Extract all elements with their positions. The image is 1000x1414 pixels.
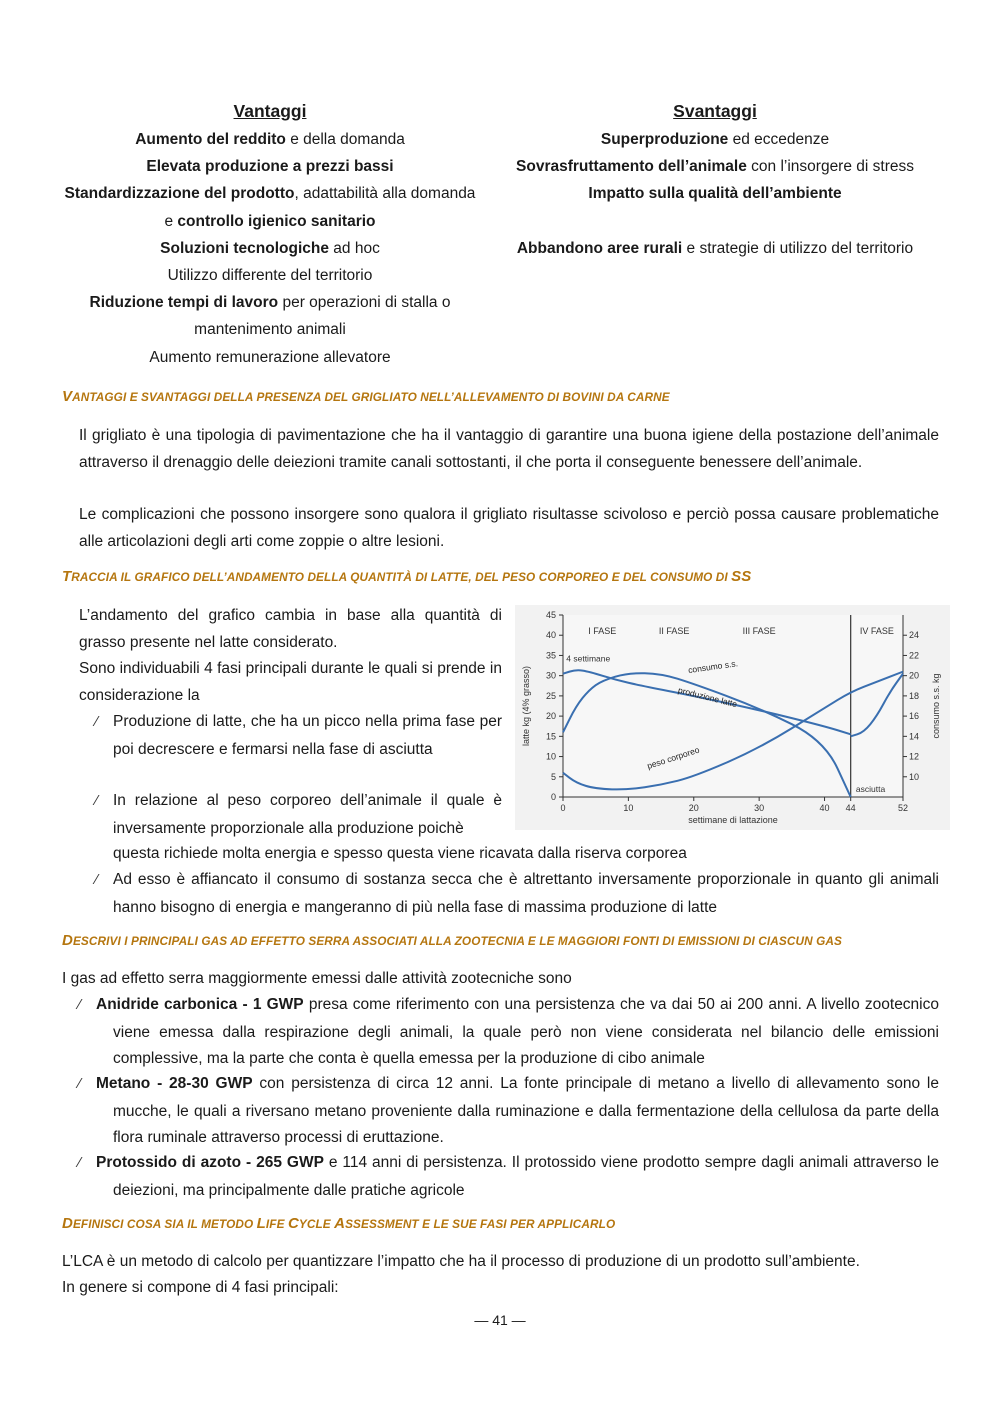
paragraph-grafico-2: Sono individuabili 4 fasi principali durante le quali si prende in considerazione la — [79, 660, 502, 704]
phase-label: III FASE — [742, 626, 776, 637]
x-tick-label: 52 — [897, 803, 909, 813]
y2-tick-label: 18 — [909, 690, 920, 701]
x-tick-label: 10 — [623, 803, 634, 813]
dis-row: Sovrasfruttamento dell’animale con l’insorgere di stress — [516, 158, 914, 176]
adv-row: Elevata produzione a prezzi bassi — [146, 158, 394, 176]
paragraph-lca-1: L’LCA è un metodo di calcolo per quantizzare l’impatto che ha il processo di produzione di un prodotto sull’ambiente. — [62, 1253, 860, 1270]
annotation-4-settimane: 4 settimane — [566, 653, 611, 664]
x-tick-label: 44 — [845, 803, 856, 813]
dis-row: Superproduzione ed eccedenze — [600, 131, 830, 148]
y2-tick-label: 22 — [909, 650, 920, 661]
series-label: produzione latte — [677, 684, 739, 710]
paragraph-gas-intro: I gas ad effetto serra maggiormente emessi dalle attività zootecniche sono — [62, 970, 572, 987]
bullet-peso-corporeo-cont: questa richiede molta energia e spesso questa viene ricavata dalla riserva corporea — [113, 845, 687, 862]
y-tick-label: 45 — [545, 610, 556, 620]
y-tick-label: 0 — [550, 792, 556, 802]
phase-label: II FASE — [658, 626, 690, 637]
row-spacer — [485, 208, 945, 235]
bullet-peso-corporeo: ⁄ In relazione al peso corporeo dell’animale il quale è inversamente proporzionale alla produzione poichè — [113, 788, 502, 842]
y-tick-label: 20 — [545, 711, 556, 722]
annotation-asciutta: asciutta — [855, 784, 886, 795]
y2-tick-label: 24 — [909, 630, 920, 641]
arrow-bullet-icon: ⁄ — [95, 794, 98, 809]
bullet-produzione-latte: ⁄ Produzione di latte, che ha un picco nella prima fase per poi decrescere e fermarsi nella fase di asciutta — [113, 709, 502, 763]
y-tick-label: 25 — [545, 690, 556, 701]
arrow-bullet-icon: ⁄ — [95, 873, 98, 888]
disadvantages-title: Svantaggi — [673, 101, 757, 121]
series-label: peso corporeo — [645, 744, 701, 771]
bullet-metano: ⁄ Metano - 28-30 GWP con persistenza di circa 12 anni. La fonte principale di metano a livello di allevamento sono le mucche, le quali a riversano metano proveniente dalla ruminazione e dalla fermentazione della cellulosa da parte della flora ruminale attraverso processi di eruttazione. — [113, 1071, 939, 1152]
adv-row: e controllo igienico sanitario — [164, 212, 376, 230]
paragraph-grafico-1: L’andamento del grafico cambia in base alla quantità di grasso presente nel latte considerato. — [79, 607, 502, 651]
dis-row: Abbandono aree rurali e strategie di utilizzo del territorio — [516, 239, 914, 257]
y-tick-label: 15 — [545, 731, 556, 742]
section-heading-gas: DESCRIVI I PRINCIPALI GAS AD EFFETTO SERRA ASSOCIATI ALLA ZOOTECNIA E LE MAGGIORI FONTI DI EMISSIONI DI CIASCUN GAS — [62, 932, 842, 949]
advantages-column — [55, 98, 485, 371]
paragraph-grigliato-2: Le complicazioni che possono insorgere sono qualora il grigliato risultasse scivoloso e perciò possa causare problematiche alle articolazioni degli arti come zoppie o altre lesioni. — [79, 506, 939, 550]
dis-row: Impatto sulla qualità dell’ambiente — [588, 185, 842, 203]
arrow-bullet-icon: ⁄ — [78, 998, 81, 1013]
paragraph-lca-2: In genere si compone di 4 fasi principali: — [62, 1279, 339, 1296]
x-tick-label: 0 — [560, 803, 566, 813]
series-label: consumo s.s. — [687, 658, 739, 676]
arrow-bullet-icon: ⁄ — [95, 715, 98, 730]
page-number: — 41 — — [474, 1312, 526, 1328]
section-heading-grafico: TRACCIA IL GRAFICO DELL’ANDAMENTO DELLA QUANTITÀ DI LATTE, DEL PESO CORPOREO E DEL CONSUMO DI SS — [62, 568, 752, 585]
section-heading-lca: DEFINISCI COSA SIA IL METODO LIFE CYCLE ASSESSMENT E LE SUE FASI PER APPLICARLO — [62, 1215, 616, 1232]
bullet-consumo-ss: ⁄ Ad esso è affiancato il consumo di sostanza secca che è altrettanto inversamente proporzionale in quanto gli animali hanno bisogno di energia e mangeranno di più nella fase di massima produzione di latte — [113, 867, 939, 921]
bullet-anidride-carbonica: ⁄ Anidride carbonica - 1 GWP presa come riferimento con una persistenza che va dai 50 ai 200 anni. A livello zootecnico viene emessa dalla respirazione degli animali, la quale però non viene considerata nel bilancio delle emissioni complessive, ma la parte che conta è quella emessa per la produzione di cibo animale — [113, 992, 939, 1073]
x-tick-label: 30 — [754, 803, 765, 813]
y2-tick-label: 16 — [909, 711, 920, 722]
y-axis-label: latte kg (4% grasso) — [521, 665, 531, 747]
y-tick-label: 5 — [550, 771, 556, 782]
y-tick-label: 10 — [545, 751, 556, 762]
arrow-bullet-icon: ⁄ — [78, 1156, 81, 1171]
adv-row: Standardizzazione del prodotto, adattabilità alla domanda — [64, 185, 476, 203]
x-tick-label: 40 — [819, 803, 830, 813]
bullet-protossido: ⁄ Protossido di azoto - 265 GWP e 114 anni di persistenza. Il protossido viene prodotto sempre dagli animali attraverso le deiezioni, ma principalmente dalle pratiche agricole — [113, 1150, 939, 1204]
lactation-chart — [515, 605, 950, 830]
y2-tick-label: 12 — [909, 751, 920, 762]
y2-tick-label: 20 — [909, 670, 920, 681]
x-tick-label: 20 — [688, 803, 699, 813]
y2-tick-label: 14 — [909, 731, 920, 742]
adv-row: Aumento del reddito e della domanda — [135, 131, 405, 148]
y2-axis-label: consumo s.s. kg — [931, 673, 941, 739]
phase-label: IV FASE — [859, 626, 894, 637]
phase-label: I FASE — [588, 626, 617, 637]
y2-tick-label: 10 — [909, 771, 920, 782]
paragraph-grigliato-1: Il grigliato è una tipologia di pavimentazione che ha il vantaggio di garantire una buona igiene della postazione dell’animale attraverso il drenaggio delle deiezioni tramite canali sottostanti, il che porta il conseguente benessere dell’animale. — [79, 427, 939, 471]
section-heading-grigliato: VANTAGGI E SVANTAGGI DELLA PRESENZA DEL GRIGLIATO NELL’ALLEVAMENTO DI BOVINI DA CARNE — [62, 388, 670, 405]
pros-cons-table — [55, 98, 945, 371]
y-tick-label: 30 — [545, 670, 556, 681]
disadvantages-column — [485, 98, 945, 371]
adv-row: Riduzione tempi di lavoro per operazioni di stalla o — [89, 294, 451, 312]
advantages-title: Vantaggi — [233, 101, 307, 121]
x-axis-label: settimane di lattazione — [688, 815, 778, 825]
y-tick-label: 35 — [545, 650, 556, 661]
y-tick-label: 40 — [545, 630, 556, 641]
adv-row: Aumento remunerazione allevatore — [149, 348, 391, 366]
arrow-bullet-icon: ⁄ — [78, 1077, 81, 1092]
adv-row: Soluzioni tecnologiche ad hoc — [160, 239, 380, 257]
adv-row: mantenimento animali — [194, 321, 346, 339]
adv-row: Utilizzo differente del territorio — [167, 267, 373, 285]
